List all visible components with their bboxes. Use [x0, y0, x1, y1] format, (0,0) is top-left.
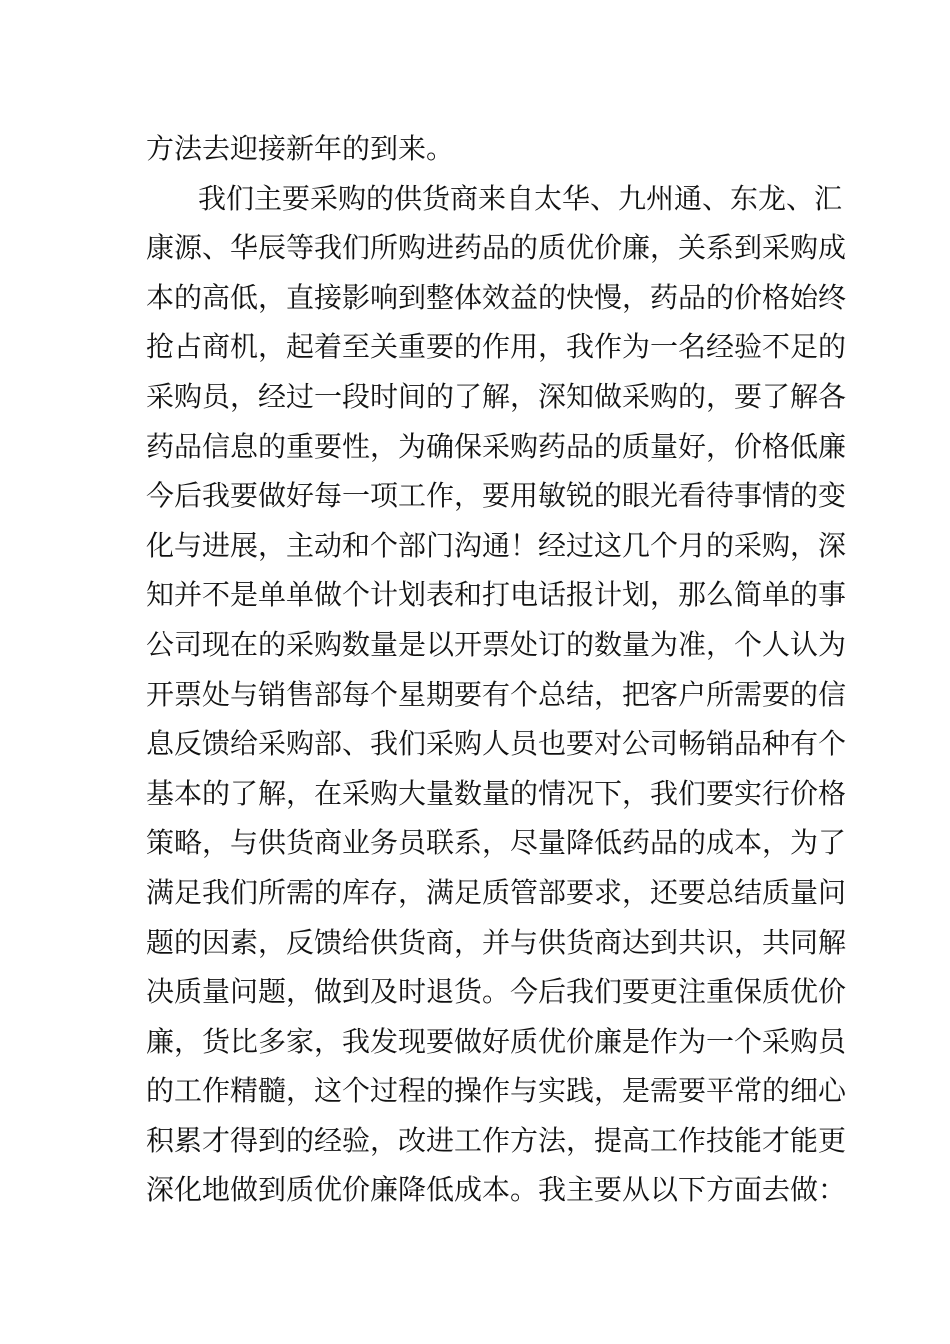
text-line: 深化地做到质优价廉降低成本。我主要从以下方面去做： [146, 1173, 847, 1207]
text-line: 策略，与供货商业务员联系，尽量降低药品的成本，为了 [146, 826, 847, 860]
text-line: 本的高低，直接影响到整体效益的快慢，药品的价格始终 [146, 280, 847, 314]
text-line: 化与进展，主动和个部门沟通！经过这几个月的采购，深 [146, 528, 847, 562]
text-line: 方法去迎接新年的到来。 [146, 132, 455, 165]
text-line: 知并不是单单做个计划表和打电话报计划，那么简单的事 [146, 578, 847, 612]
text-line: 的工作精髓，这个过程的操作与实践，是需要平常的细心 [146, 1074, 847, 1108]
text-line: 抢占商机，起着至关重要的作用，我作为一名经验不足的 [146, 330, 847, 364]
text-line: 积累才得到的经验，改进工作方法，提高工作技能才能更 [146, 1123, 847, 1157]
text-line: 公司现在的采购数量是以开票处订的数量为准，个人认为 [146, 627, 847, 661]
text-line: 基本的了解，在采购大量数量的情况下，我们要实行价格 [146, 776, 847, 810]
text-line: 今后我要做好每一项工作，要用敏锐的眼光看待事情的变 [146, 479, 847, 513]
text-line: 药品信息的重要性，为确保采购药品的质量好，价格低廉 [146, 429, 847, 463]
text-line: 决质量问题，做到及时退货。今后我们要更注重保质优价 [146, 975, 847, 1009]
text-line: 满足我们所需的库存，满足质管部要求，还要总结质量问 [146, 875, 847, 909]
body-text [146, 124, 847, 1215]
text-line: 开票处与销售部每个星期要有个总结，把客户所需要的信 [146, 677, 847, 711]
text-line: 采购员，经过一段时间的了解，深知做采购的，要了解各 [146, 379, 847, 413]
paragraph-start-line: 我们主要采购的供货商来自太华、九州通、东龙、汇 [198, 181, 843, 215]
text-line: 廉，货比多家，我发现要做好质优价廉是作为一个采购员 [146, 1024, 847, 1058]
text-line: 题的因素，反馈给供货商，并与供货商达到共识，共同解 [146, 925, 847, 959]
text-line: 息反馈给采购部、我们采购人员也要对公司畅销品种有个 [146, 727, 847, 761]
text-line: 康源、华辰等我们所购进药品的质优价廉，关系到采购成 [146, 231, 847, 265]
